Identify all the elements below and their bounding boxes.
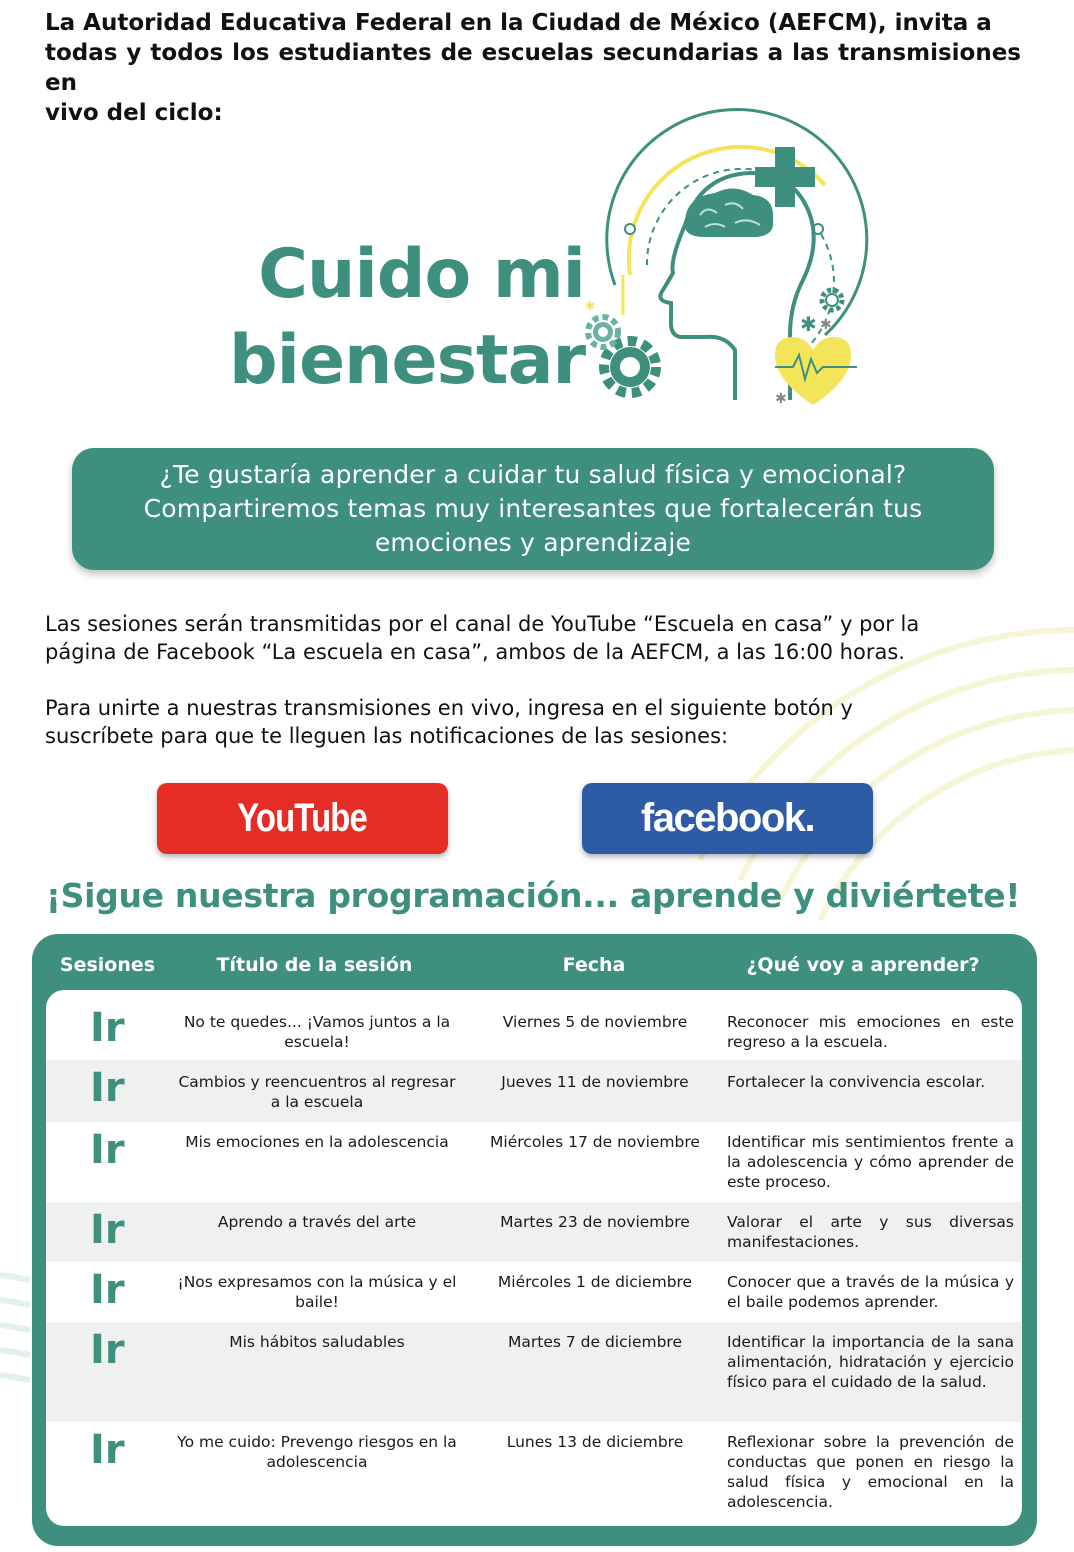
session-link[interactable]: Ir — [90, 1127, 125, 1173]
session-link[interactable]: Ir — [90, 1427, 125, 1473]
session-learning: Valorar el arte y sus diversas manifestaciones. — [727, 1213, 1014, 1251]
sparkle-icon: ✱ — [585, 299, 596, 313]
table-row — [46, 990, 1022, 1060]
session-title: Aprendo a través del arte — [217, 1213, 417, 1231]
gear-icon — [822, 290, 842, 310]
session-date: Miércoles 17 de noviembre — [490, 1133, 700, 1151]
session-link[interactable]: Ir — [90, 1267, 125, 1313]
column-header-sessions: Sesiones — [59, 954, 156, 976]
table-row — [46, 1122, 1022, 1202]
sessions-info-paragraph — [45, 610, 1021, 666]
facebook-logo-text: facebook. — [640, 796, 815, 840]
gear-icon — [604, 341, 656, 393]
paragraph-line: página de Facebook “La escuela en casa”, ambos de la AEFCM, a las 16:00 horas. — [45, 640, 905, 664]
session-date: Martes 23 de noviembre — [500, 1213, 690, 1231]
logo-title-line: bienestar — [228, 321, 585, 400]
session-title: Mis hábitos saludables — [229, 1333, 405, 1351]
program-heading: ¡Sigue nuestra programación... aprende y diviértete! — [45, 876, 1021, 915]
plus-cross-icon — [755, 147, 815, 207]
intro-line: vivo del ciclo: — [45, 100, 223, 126]
session-date: Jueves 11 de noviembre — [501, 1073, 689, 1091]
gear-icon — [588, 317, 618, 347]
session-date: Martes 7 de diciembre — [508, 1333, 682, 1351]
session-learning: Identificar la importancia de la sana alimentación, hidratación y ejercicio físico para el cuidado de la salud. — [727, 1333, 1014, 1391]
session-title: Cambios y reencuentros al regresar a la escuela — [178, 1073, 456, 1111]
table-row — [46, 1060, 1022, 1122]
intro-line: todas y todos los estudiantes de escuelas secundarias a las transmisiones en — [45, 40, 1021, 96]
youtube-logo-text: YouTube — [237, 796, 368, 840]
join-info-paragraph — [45, 694, 1021, 750]
table-header — [32, 934, 1037, 990]
banner-line: ¿Te gustaría aprender a cuidar tu salud física y emocional? — [159, 460, 907, 489]
session-title: Mis emociones en la adolescencia — [185, 1133, 449, 1151]
session-title: No te quedes... ¡Vamos juntos a la escuela! — [183, 1013, 451, 1051]
session-learning: Reflexionar sobre la prevención de conductas que ponen en riesgo la salud física y emocional en la adolescencia. — [727, 1433, 1014, 1511]
column-header-date: Fecha — [562, 954, 626, 976]
sparkle-icon: ✱ — [800, 312, 817, 336]
table-row — [46, 1422, 1022, 1526]
session-link[interactable]: Ir — [90, 1065, 125, 1111]
session-link[interactable]: Ir — [90, 1207, 125, 1253]
table-row — [46, 1202, 1022, 1262]
column-header-learn: ¿Qué voy a aprender? — [746, 954, 980, 976]
session-link[interactable]: Ir — [90, 1327, 125, 1373]
banner-line: emociones y aprendizaje — [374, 528, 692, 557]
invitation-banner — [72, 448, 994, 570]
table-body — [46, 990, 1022, 1526]
head-profile-icon — [575, 105, 875, 415]
intro-line: La Autoridad Educativa Federal en la Ciudad de México (AEFCM), invita a — [45, 10, 992, 36]
session-learning: Fortalecer la convivencia escolar. — [727, 1073, 986, 1091]
table-row — [46, 1262, 1022, 1322]
session-link[interactable]: Ir — [90, 1005, 125, 1051]
banner-line: Compartiremos temas muy interesantes que fortalecerán tus — [143, 494, 923, 523]
sparkle-icon: ✱ — [775, 391, 787, 407]
session-date: Lunes 13 de diciembre — [506, 1433, 684, 1451]
logo-title-line: Cuido mi — [258, 235, 585, 314]
session-learning: Reconocer mis emociones en este regreso a la escuela. — [727, 1013, 1014, 1051]
column-header-title: Título de la sesión — [216, 954, 413, 976]
program-logo-title — [195, 232, 585, 404]
session-date: Miércoles 1 de diciembre — [497, 1273, 693, 1291]
session-title: ¡Nos expresamos con la música y el baile! — [177, 1273, 457, 1311]
paragraph-line: suscríbete para que te lleguen las notificaciones de las sesiones: — [45, 724, 729, 748]
sparkle-icon: ✱ — [820, 317, 832, 333]
session-learning: Identificar mis sentimientos frente a la adolescencia y cómo aprender de este proceso. — [727, 1133, 1014, 1191]
table-row — [46, 1322, 1022, 1422]
session-learning: Conocer que a través de la música y el baile podemos aprender. — [727, 1273, 1014, 1311]
youtube-button[interactable] — [157, 783, 448, 854]
paragraph-line: Las sesiones serán transmitidas por el canal de YouTube “Escuela en casa” y por la — [45, 612, 920, 636]
paragraph-line: Para unirte a nuestras transmisiones en vivo, ingresa en el siguiente botón y — [45, 696, 853, 720]
session-date: Viernes 5 de noviembre — [502, 1013, 688, 1031]
facebook-button[interactable] — [582, 783, 873, 854]
session-title: Yo me cuido: Prevengo riesgos en la adolescencia — [177, 1433, 457, 1471]
schedule-table — [32, 934, 1037, 1546]
